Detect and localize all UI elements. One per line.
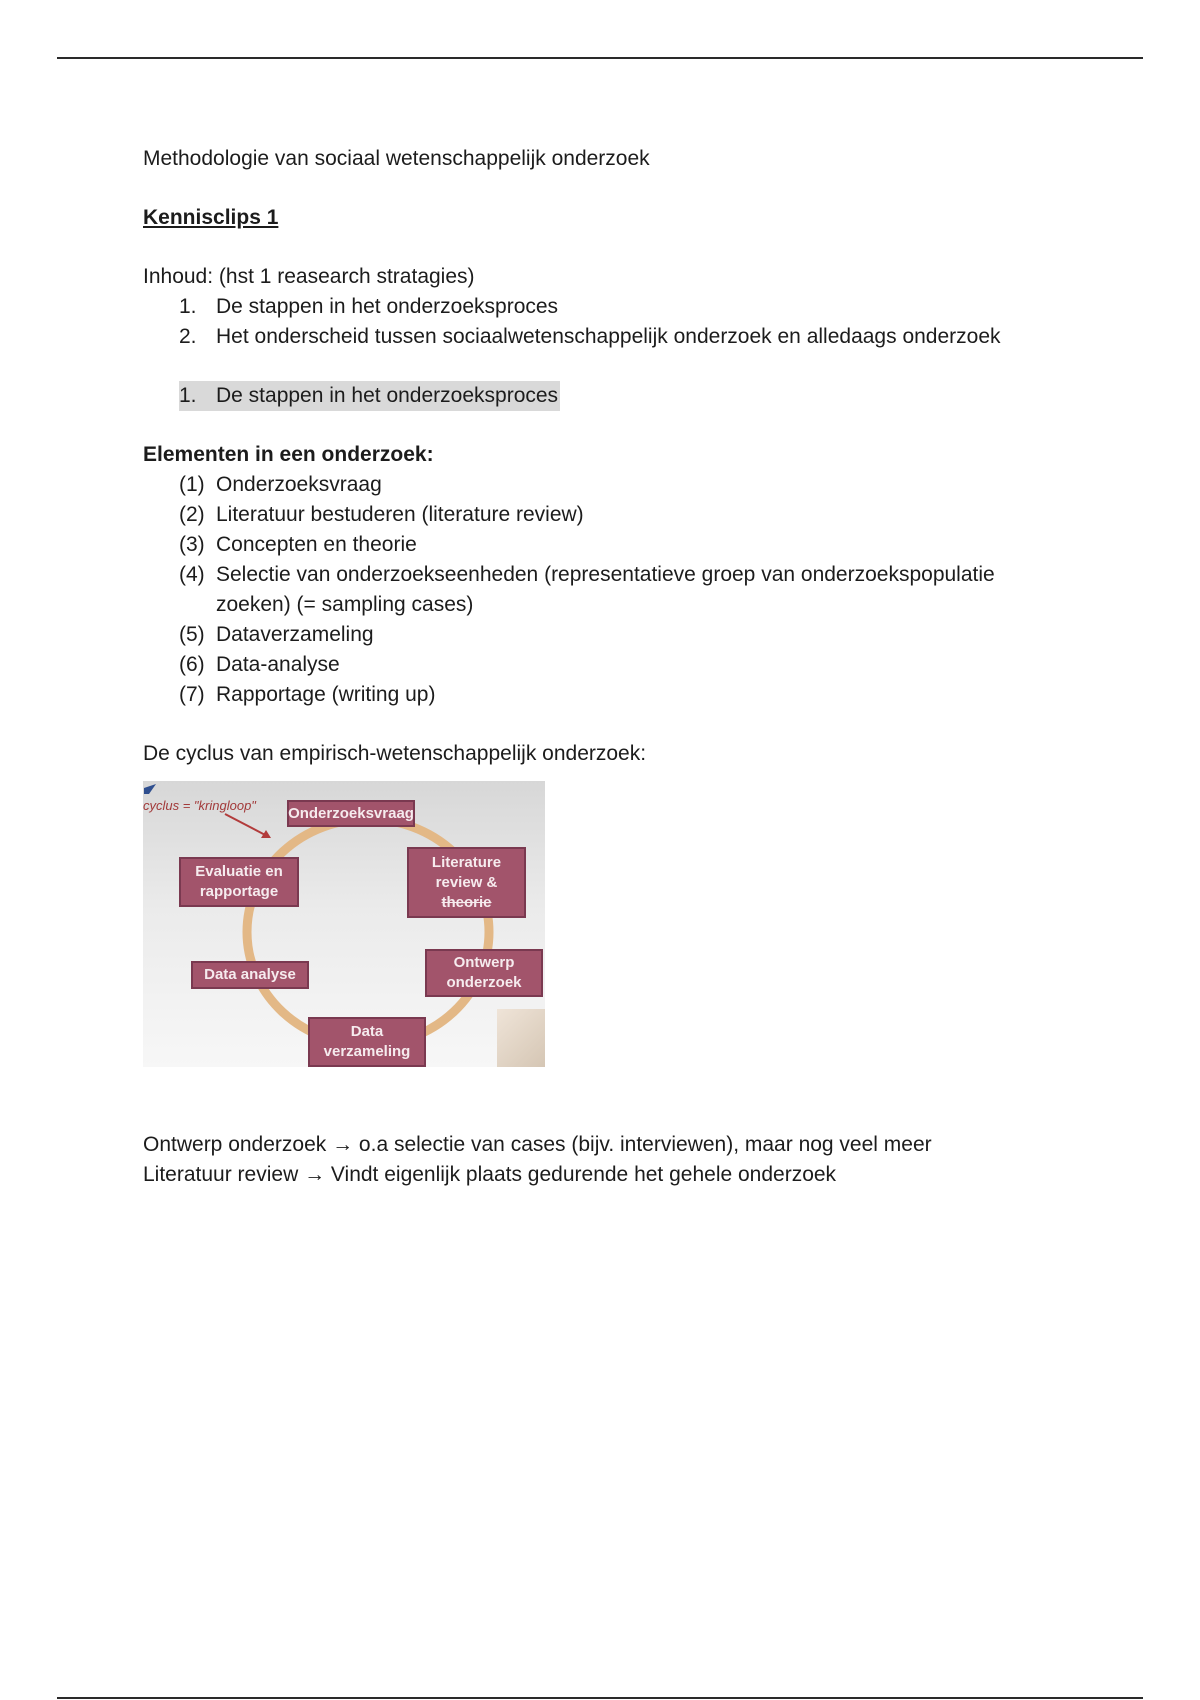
bottom-rule [57, 1697, 1143, 1699]
document-body [143, 144, 1073, 1190]
node-research-design: Ontwerp onderzoek [425, 949, 543, 997]
list-item: (4) Selectie van onderzoekseenheden (representatieve groep van onderzoekspopulatie zoeken) (= sampling cases) [179, 563, 995, 616]
elements-title: Elementen in een onderzoek: [143, 443, 434, 466]
list-item: (6) Data-analyse [179, 653, 340, 676]
section-title: Kennisclips 1 [143, 206, 279, 229]
contents-label: Inhoud: (hst 1 reasearch stratagies) [143, 265, 475, 288]
elements-list [143, 470, 1073, 710]
note-research-design: Ontwerp onderzoek → o.a selectie van cases (bijv. interviewen), maar nog veel meer [143, 1133, 932, 1156]
slide-logo-icon [143, 781, 157, 795]
node-data-collection: Data verzameling [308, 1017, 426, 1067]
document-heading: Methodologie van sociaal wetenschappelijk onderzoek [143, 147, 650, 170]
list-item: 1. De stappen in het onderzoeksproces [179, 295, 559, 318]
contents-list [143, 292, 1073, 352]
node-research-question: Onderzoeksvraag [287, 800, 415, 827]
node-literature-review: Literature review & theorie [407, 847, 526, 918]
list-item: (2) Literatuur bestuderen (literature review) [179, 503, 584, 526]
node-data-analysis: Data analyse [191, 961, 309, 989]
decorative-corner-shape [497, 1009, 545, 1067]
list-item: (7) Rapportage (writing up) [179, 683, 436, 706]
top-rule [57, 57, 1143, 59]
research-cycle-diagram [143, 781, 545, 1067]
list-item: (1) Onderzoeksvraag [179, 473, 382, 496]
cycle-annotation: cyclus = "kringloop" [143, 798, 256, 813]
cycle-label: De cyclus van empirisch-wetenschappelijk onderzoek: [143, 742, 647, 765]
note-literature-review: Literatuur review → Vindt eigenlijk plaats gedurende het gehele onderzoek [143, 1163, 837, 1186]
list-item: (3) Concepten en theorie [179, 533, 417, 556]
node-evaluation-reporting: Evaluatie en rapportage [179, 857, 299, 907]
list-item: (5) Dataverzameling [179, 623, 374, 646]
list-item: 2. Het onderscheid tussen sociaalwetenschappelijk onderzoek en alledaags onderzoek [179, 325, 1001, 348]
subsection-heading: 1. De stappen in het onderzoeksproces [143, 381, 1073, 411]
